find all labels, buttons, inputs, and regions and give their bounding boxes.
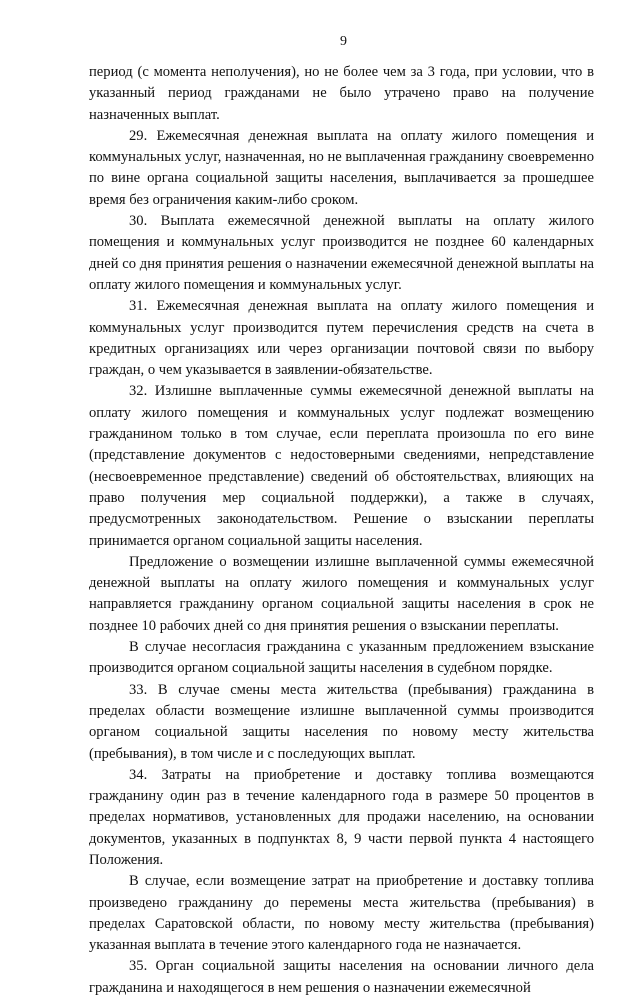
- paragraph-35: 35. Орган социальной защиты населения на основании личного дела гражданина и находящегося в нем решения о назначении ежемесячной: [89, 958, 594, 996]
- paragraph-29: 29. Ежемесячная денежная выплата на оплату жилого помещения и коммунальных услуг, назначенная, но не выплаченная гражданину своевременно по вине органа социальной защиты населения, выплачивается за прошедшее время без ограничения каким-либо сроком.: [89, 127, 595, 208]
- page-number: 9: [340, 34, 347, 49]
- paragraph-31: 31. Ежемесячная денежная выплата на оплату жилого помещения и коммунальных услуг производится путем перечисления средств на счета в кредитных организациях или через организации почтовой связи по выбору граждан, о чем указывается в заявлении-обязательстве.: [89, 298, 594, 379]
- paragraph-34-relocation: В случае, если возмещение затрат на приобретение и доставку топлива произведено гражданину до перемены места жительства (пребывания) в пределах Саратовской области, по новому месту жительства (пребывания) указанная выплата в течение этого календарного года не назначается.: [89, 873, 594, 954]
- paragraph-32-proposal: Предложение о возмещении излишне выплаченной суммы ежемесячной денежной выплаты на оплату жилого помещения и коммунальных услуг направляется гражданину органом социальной защиты населения в срок не позднее 10 рабочих дней со дня принятия решения о взыскании переплаты.: [89, 553, 594, 634]
- paragraph-34: 34. Затраты на приобретение и доставку топлива возмещаются гражданину один раз в течение календарного года в размере 50 процентов в пределах нормативов, установленных для продажи населению, на основании документов, указанных в подпунктах 8, 9 части первой пункта 4 настоящего Положения.: [89, 766, 594, 868]
- paragraph-33: 33. В случае смены места жительства (пребывания) гражданина в пределах области возмещение излишне выплаченной суммы производится органом социальной защиты населения по новому месту жительства (пребывания), в том числе и с последующих выплат.: [89, 681, 594, 762]
- paragraph-32: 32. Излишне выплаченные суммы ежемесячной денежной выплаты на оплату жилого помещения и коммунальных услуг подлежат возмещению гражданином только в том случае, если переплата произошла по его вине (представление документов с недостоверными сведениями, непредставление (несвоевременное представление) сведений об обстоятельствах, влияющих на право получения мер социальной поддержки), а также в случаях, предусмотренных законодательством. Решение о взыскании переплаты принимается органом социальной защиты населения.: [89, 383, 594, 549]
- paragraph-30: 30. Выплата ежемесячной денежной выплаты на оплату жилого помещения и коммунальных услуг производится не позднее 60 календарных дней со дня принятия решения о назначении ежемесячной денежной выплаты на оплату жилого помещения и коммунальных услуг.: [89, 213, 594, 293]
- paragraph-continuation: период (с момента неполучения), но не более чем за 3 года, при условии, что в указанный период гражданами не было утрачено право на получение назначенных выплат.: [89, 64, 594, 123]
- paragraph-32-disagreement: В случае несогласия гражданина с указанным предложением взыскание производится органом социальной защиты населения в судебном порядке.: [89, 639, 594, 677]
